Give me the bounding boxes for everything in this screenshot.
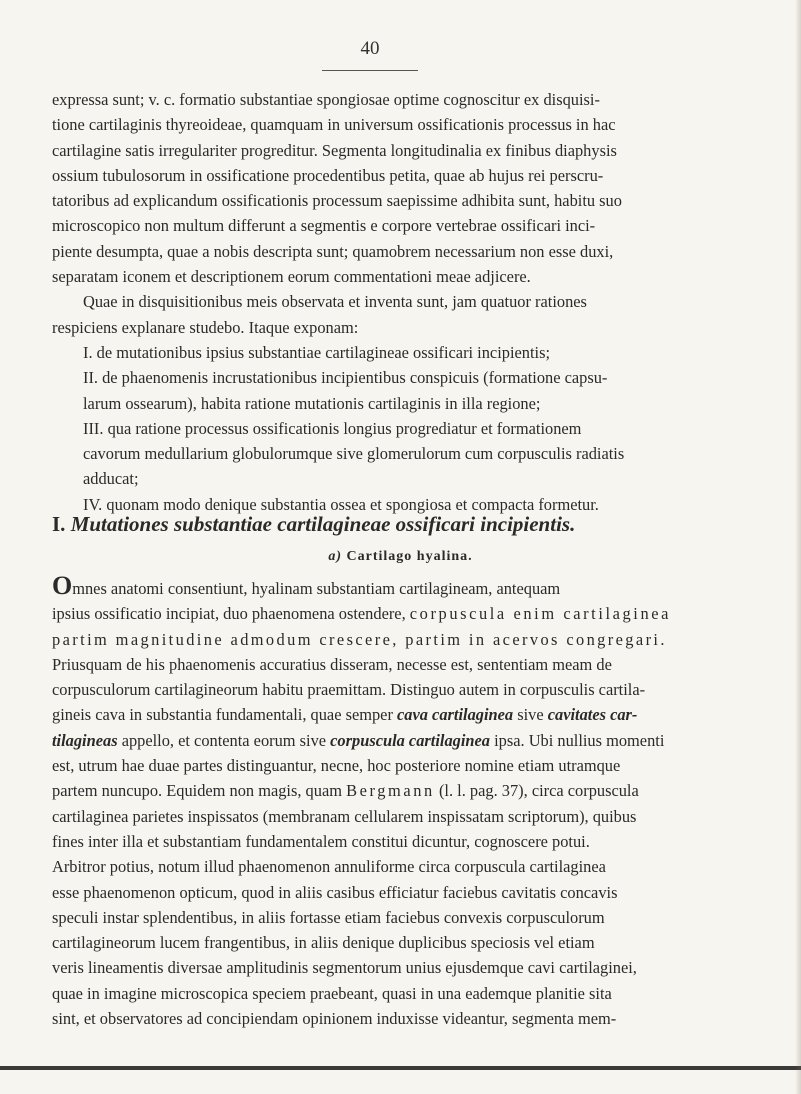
text-span: partem nuncupo. Equidem non magis, quam bbox=[52, 781, 342, 801]
text-line: veris lineamentis diversae amplitudinis segmentorum unius ejusdemque cavi cartilaginei, bbox=[52, 958, 637, 978]
text-line: separatam iconem et descriptionem eorum commentationi meae adjicere. bbox=[52, 267, 531, 287]
text-line: respiciens explanare studebo. Itaque exponam: bbox=[52, 317, 359, 337]
page-edge-shadow bbox=[795, 0, 801, 1094]
intro-paragraph bbox=[52, 87, 744, 340]
text-line bbox=[52, 627, 744, 652]
list-item: II. de phaenomenis incrustationibus incipientibus conspicuis (formatione capsu- bbox=[83, 368, 608, 388]
text-span: appello, et contenta eorum sive bbox=[121, 730, 327, 750]
italic-term: tilagineas bbox=[52, 730, 118, 750]
text-line: cartilaginea parietes inspissatos (membranam cellularem inspissatam scriptorum), quibus bbox=[52, 806, 637, 826]
subheading-sigla: a) bbox=[328, 549, 343, 564]
drop-cap: O bbox=[52, 571, 73, 600]
text-line: cartilagineorum lucem frangentibus, in aliis denique duplicibus speciosis vel etiam bbox=[52, 933, 595, 953]
italic-term: corpuscula cartilaginea bbox=[330, 730, 490, 750]
text-line bbox=[52, 728, 744, 753]
list-item: IV. quonam modo denique substantia ossea et spongiosa et compacta formetur. bbox=[83, 494, 599, 514]
text-line: Priusquam de his phaenomenis accuratius disseram, necesse est, sententiam meam de bbox=[52, 654, 612, 674]
text-line: cartilagine satis irregulariter progreditur. Segmenta longitudinalia ex finibus diaphysis bbox=[52, 140, 617, 160]
plan-list bbox=[52, 340, 744, 517]
text-line: corpusculorum cartilagineorum habitu praemittam. Distinguo autem in corpusculis cartila- bbox=[52, 680, 646, 700]
spaced-text: corpuscula enim cartilaginea bbox=[409, 604, 672, 624]
text-line: sint, et observatores ad concipiendam opinionem induxisse videantur, segmenta mem- bbox=[52, 1009, 617, 1029]
text-line: speculi instar splendentibus, in aliis fortasse etiam faciebus convexis corpusculorum bbox=[52, 907, 605, 927]
section-number: I. bbox=[52, 512, 66, 536]
text-line: piente desumpta, quae a nobis descripta sunt; quamobrem necessarium non esse duxi, bbox=[52, 241, 614, 261]
section-heading-text: Mutationes substantiae cartilagineae ossificari incipientis. bbox=[70, 512, 576, 536]
subheading-text: Cartilago hyalina. bbox=[346, 549, 473, 564]
list-item: I. de mutationibus ipsius substantiae cartilagineae ossificari incipientis; bbox=[83, 343, 551, 362]
list-item-continuation: adducat; bbox=[83, 469, 139, 489]
text-line: expressa sunt; v. c. formatio substantiae spongiosae optime cognoscitur ex disquisi- bbox=[52, 90, 600, 109]
section-title bbox=[52, 510, 744, 538]
spaced-text: partim magnitudine admodum crescere, partim in acervos congregari. bbox=[52, 629, 667, 649]
text-line: est, utrum hae duae partes distinguantur, necne, hoc posteriore nomine etiam utramque bbox=[52, 756, 621, 776]
text-span: sive bbox=[517, 705, 544, 725]
text-line bbox=[52, 601, 744, 626]
text-span: ipsa. Ubi nullius momenti bbox=[494, 730, 665, 750]
subheading bbox=[0, 549, 801, 565]
text-span: ipsius ossificatio incipiat, duo phaenomena ostendere, bbox=[52, 604, 406, 624]
text-line: ossium tubulosorum in ossificatione procedentibus petita, quae ab hujus rei perscru- bbox=[52, 165, 604, 185]
text-line bbox=[52, 778, 744, 803]
list-item: III. qua ratione processus ossificationis longius progrediatur et formationem bbox=[83, 418, 582, 438]
page-number-rule bbox=[322, 70, 418, 71]
text-span: (l. l. pag. 37), circa corpuscula bbox=[438, 781, 639, 801]
text-line: Quae in disquisitionibus meis observata et inventa sunt, jam quatuor rationes bbox=[83, 292, 587, 312]
text-span: mnes anatomi consentiunt, hyalinam substantiam cartilagineam, antequam bbox=[72, 579, 561, 598]
text-line bbox=[52, 702, 744, 727]
italic-term: cavitates car- bbox=[547, 705, 638, 725]
text-line: tatoribus ad explicandum ossificationis processum saepissime adhibita sunt, habitu suo bbox=[52, 191, 622, 211]
text-line: quae in imagine microscopica speciem praebeant, quasi in una eademque planitie sita bbox=[52, 983, 612, 1003]
list-item-continuation: larum ossearum), habita ratione mutationis cartilaginis in illa regione; bbox=[83, 393, 541, 413]
text-line bbox=[52, 571, 744, 601]
text-line: tione cartilaginis thyreoideae, quamquam in universum ossificationis processus in hac bbox=[52, 115, 616, 135]
text-line: fines inter illa et substantiam fundamentalem constitui dicuntur, cognoscere potui. bbox=[52, 831, 590, 851]
bottom-scan-edge bbox=[0, 1066, 801, 1070]
page-number: 40 bbox=[360, 38, 380, 59]
list-item-continuation: cavorum medullarium globulorumque sive glomerulorum cum corpusculis radiatis bbox=[83, 444, 625, 464]
text-line: microscopico non multum differunt a segmentis e corpore vertebrae ossificari inci- bbox=[52, 216, 596, 236]
text-line: Arbitror potius, notum illud phaenomenon annuliforme circa corpuscula cartilaginea bbox=[52, 857, 606, 877]
text-line: esse phaenomenon opticum, quod in aliis casibus efficiatur faciebus cavitatis concavis bbox=[52, 882, 618, 902]
italic-term: cava cartilaginea bbox=[397, 705, 514, 725]
text-span: gineis cava in substantia fundamentali, quae semper bbox=[52, 705, 393, 725]
main-paragraph bbox=[52, 571, 744, 1031]
author-name: Bergmann bbox=[346, 781, 435, 801]
